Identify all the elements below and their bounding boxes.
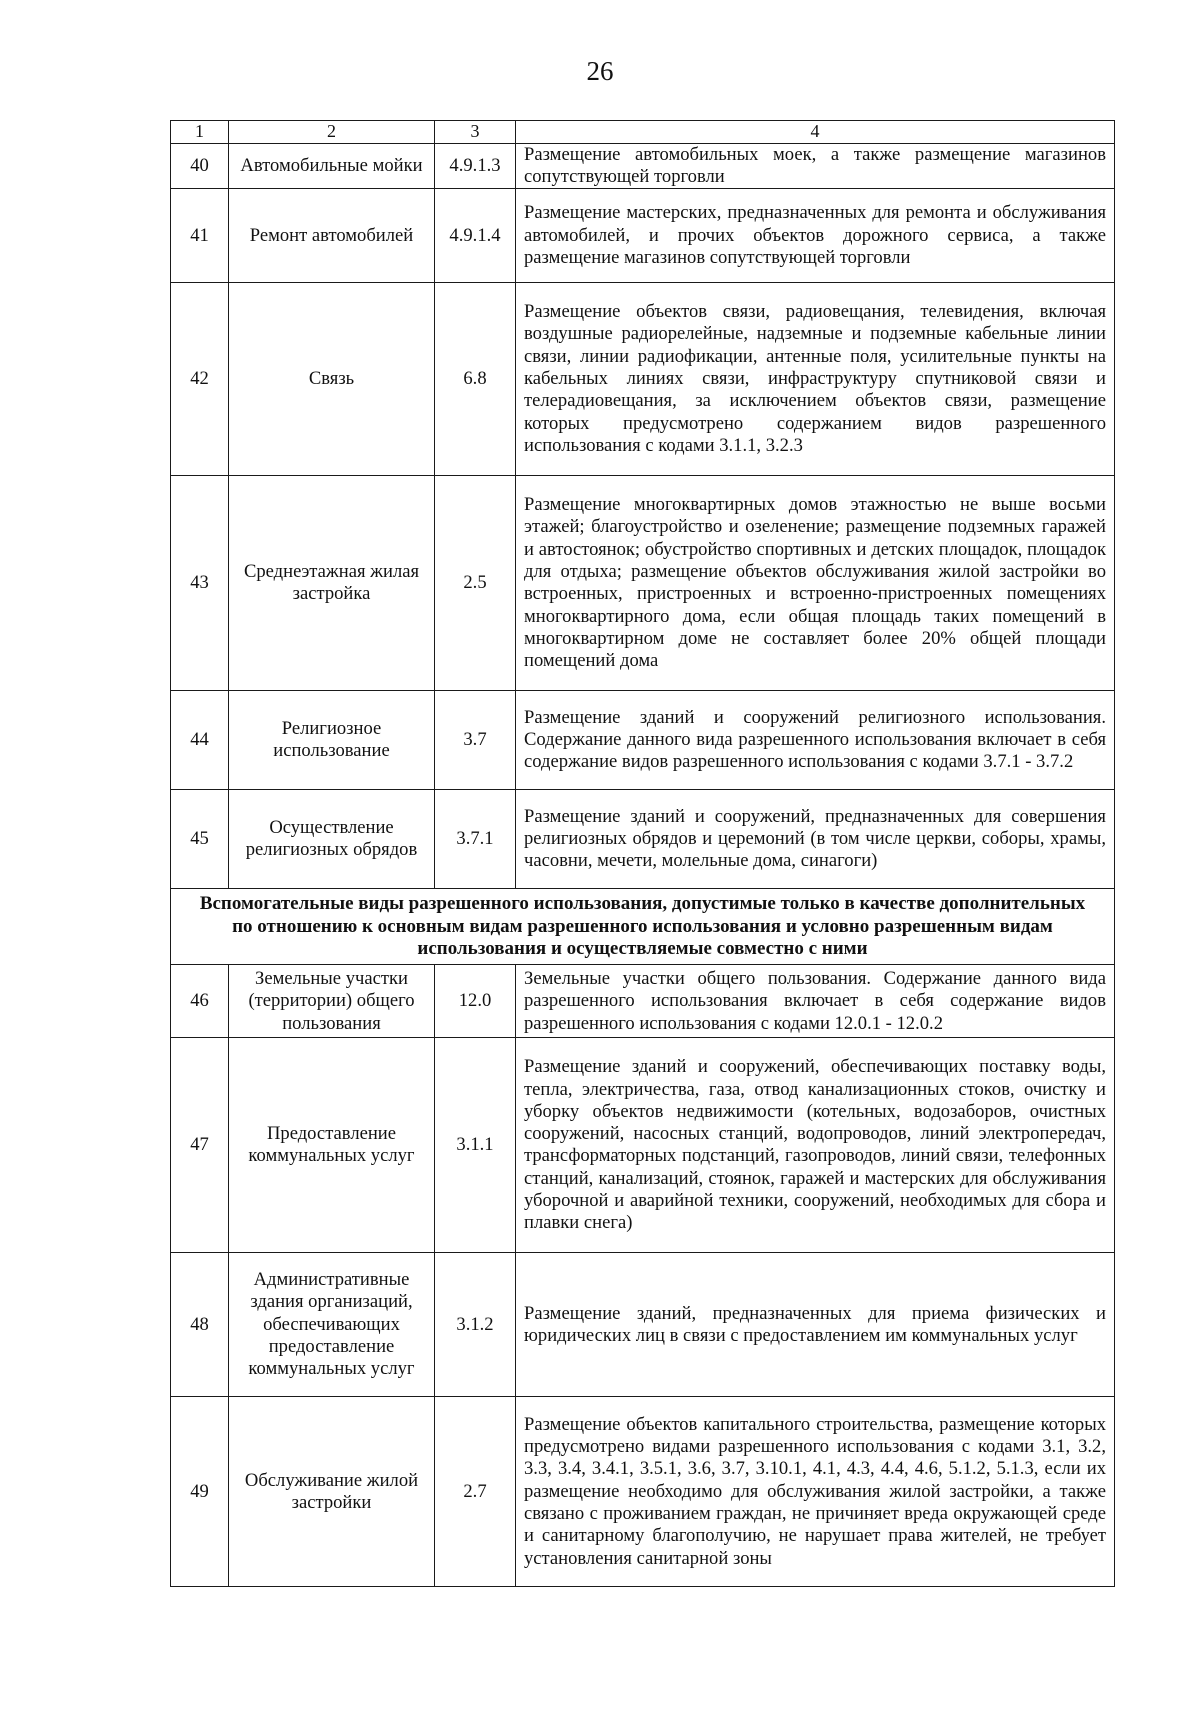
column-header: 3 bbox=[435, 121, 516, 144]
column-header: 1 bbox=[171, 121, 229, 144]
table-row bbox=[171, 965, 1115, 1038]
row-number: 48 bbox=[171, 1253, 229, 1397]
table-row bbox=[171, 283, 1115, 476]
land-use-description: Размещение зданий, предназначенных для приема физических и юридических лиц в связи с предоставлением им коммунальных услуг bbox=[516, 1253, 1115, 1397]
land-use-description: Размещение многоквартирных домов этажностью не выше восьми этажей; благоустройство и озеленение; размещение подземных гаражей и автостоянок; обустройство спортивных и детских площадок, площадок для отдыха; размещение объектов обслуживания жилой застройки во встроенных, пристроенных и встроенно-пристроенных помещениях многоквартирного дома, если общая площадь таких помещений в многоквартирном доме не составляет более 20% общей площади помещений дома bbox=[516, 476, 1115, 691]
column-header: 2 bbox=[229, 121, 435, 144]
row-number: 45 bbox=[171, 790, 229, 889]
table-row bbox=[171, 143, 1115, 189]
land-use-description: Размещение мастерских, предназначенных для ремонта и обслуживания автомобилей, и прочих объектов дорожного сервиса, а также размещение магазинов сопутствующей торговли bbox=[516, 189, 1115, 283]
row-number: 40 bbox=[171, 143, 229, 189]
land-use-code: 3.7 bbox=[435, 691, 516, 790]
table-row bbox=[171, 790, 1115, 889]
land-use-description: Размещение автомобильных моек, а также размещение магазинов сопутствующей торговли bbox=[516, 143, 1115, 189]
land-use-description: Размещение объектов связи, радиовещания, телевидения, включая воздушные радиорелейные, надземные и подземные кабельные линии связи, линии радиофикации, антенные поля, усилительные пункты на кабельных линиях связи, инфраструктуру спутниковой связи и телерадиовещания, за исключением объектов связи, размещение которых предусмотрено содержанием видов разрешенного использования с кодами 3.1.1, 3.2.3 bbox=[516, 283, 1115, 476]
land-use-name: Земельные участки (территории) общего пользования bbox=[229, 965, 435, 1038]
land-use-code: 2.5 bbox=[435, 476, 516, 691]
land-use-description: Размещение зданий и сооружений, предназначенных для совершения религиозных обрядов и церемоний (в том числе церкви, соборы, храмы, часовни, мечети, молельные дома, синагоги) bbox=[516, 790, 1115, 889]
land-use-name: Автомобильные мойки bbox=[229, 143, 435, 189]
land-use-code: 4.9.1.4 bbox=[435, 189, 516, 283]
table-row bbox=[171, 1397, 1115, 1587]
table-row bbox=[171, 1253, 1115, 1397]
land-use-name: Ремонт автомобилей bbox=[229, 189, 435, 283]
section-heading-row bbox=[171, 889, 1115, 965]
land-use-code: 12.0 bbox=[435, 965, 516, 1038]
land-use-description: Земельные участки общего пользования. Содержание данного вида разрешенного использования включает в себя содержание видов разрешенного использования с кодами 12.0.1 - 12.0.2 bbox=[516, 965, 1115, 1038]
row-number: 46 bbox=[171, 965, 229, 1038]
row-number: 44 bbox=[171, 691, 229, 790]
column-header: 4 bbox=[516, 121, 1115, 144]
land-use-code: 3.1.2 bbox=[435, 1253, 516, 1397]
land-use-table bbox=[170, 120, 1115, 1587]
table-row bbox=[171, 1038, 1115, 1253]
land-use-code: 6.8 bbox=[435, 283, 516, 476]
table-row bbox=[171, 691, 1115, 790]
land-use-description: Размещение объектов капитального строительства, размещение которых предусмотрено видами разрешенного использования с кодами 3.1, 3.2, 3.3, 3.4, 3.4.1, 3.5.1, 3.6, 3.7, 3.10.1, 4.1, 4.3, 4.4, 4.6, 5.1.2, 5.1.3, если их размещение необходимо для обслуживания жилой застройки, а также связано с проживанием граждан, не причиняет вреда окружающей среде и санитарному благополучию, не нарушает права жителей, не требует установления санитарной зоны bbox=[516, 1397, 1115, 1587]
row-number: 43 bbox=[171, 476, 229, 691]
land-use-description: Размещение зданий и сооружений, обеспечивающих поставку воды, тепла, электричества, газа, отвод канализационных стоков, очистку и уборку объектов недвижимости (котельных, водозаборов, очистных сооружений, насосных станций, водопроводов, линий электропередач, трансформаторных подстанций, газопроводов, линий связи, телефонных станций, канализаций, стоянок, гаражей и мастерских для обслуживания уборочной и аварийной техники, сооружений, необходимых для сбора и плавки снега) bbox=[516, 1038, 1115, 1253]
section-heading: Вспомогательные виды разрешенного использования, допустимые только в качестве дополнительных по отношению к основным видам разрешенного использования и условно разрешенным видам использования и осуществляемые совместно с ними bbox=[171, 889, 1115, 965]
land-use-name: Осуществление религиозных обрядов bbox=[229, 790, 435, 889]
land-use-name: Религиозное использование bbox=[229, 691, 435, 790]
row-number: 42 bbox=[171, 283, 229, 476]
row-number: 41 bbox=[171, 189, 229, 283]
row-number: 49 bbox=[171, 1397, 229, 1587]
land-use-name: Предоставление коммунальных услуг bbox=[229, 1038, 435, 1253]
table-row bbox=[171, 189, 1115, 283]
table-row bbox=[171, 476, 1115, 691]
page-number: 26 bbox=[586, 56, 614, 86]
land-use-name: Обслуживание жилой застройки bbox=[229, 1397, 435, 1587]
land-use-name: Административные здания организаций, обеспечивающих предоставление коммунальных услуг bbox=[229, 1253, 435, 1397]
land-use-code: 4.9.1.3 bbox=[435, 143, 516, 189]
land-use-name: Среднеэтажная жилая застройка bbox=[229, 476, 435, 691]
land-use-name: Связь bbox=[229, 283, 435, 476]
land-use-description: Размещение зданий и сооружений религиозного использования. Содержание данного вида разрешенного использования включает в себя содержание видов разрешенного использования с кодами 3.7.1 - 3.7.2 bbox=[516, 691, 1115, 790]
land-use-code: 3.7.1 bbox=[435, 790, 516, 889]
row-number: 47 bbox=[171, 1038, 229, 1253]
land-use-code: 3.1.1 bbox=[435, 1038, 516, 1253]
table-header-row bbox=[171, 121, 1115, 144]
land-use-code: 2.7 bbox=[435, 1397, 516, 1587]
